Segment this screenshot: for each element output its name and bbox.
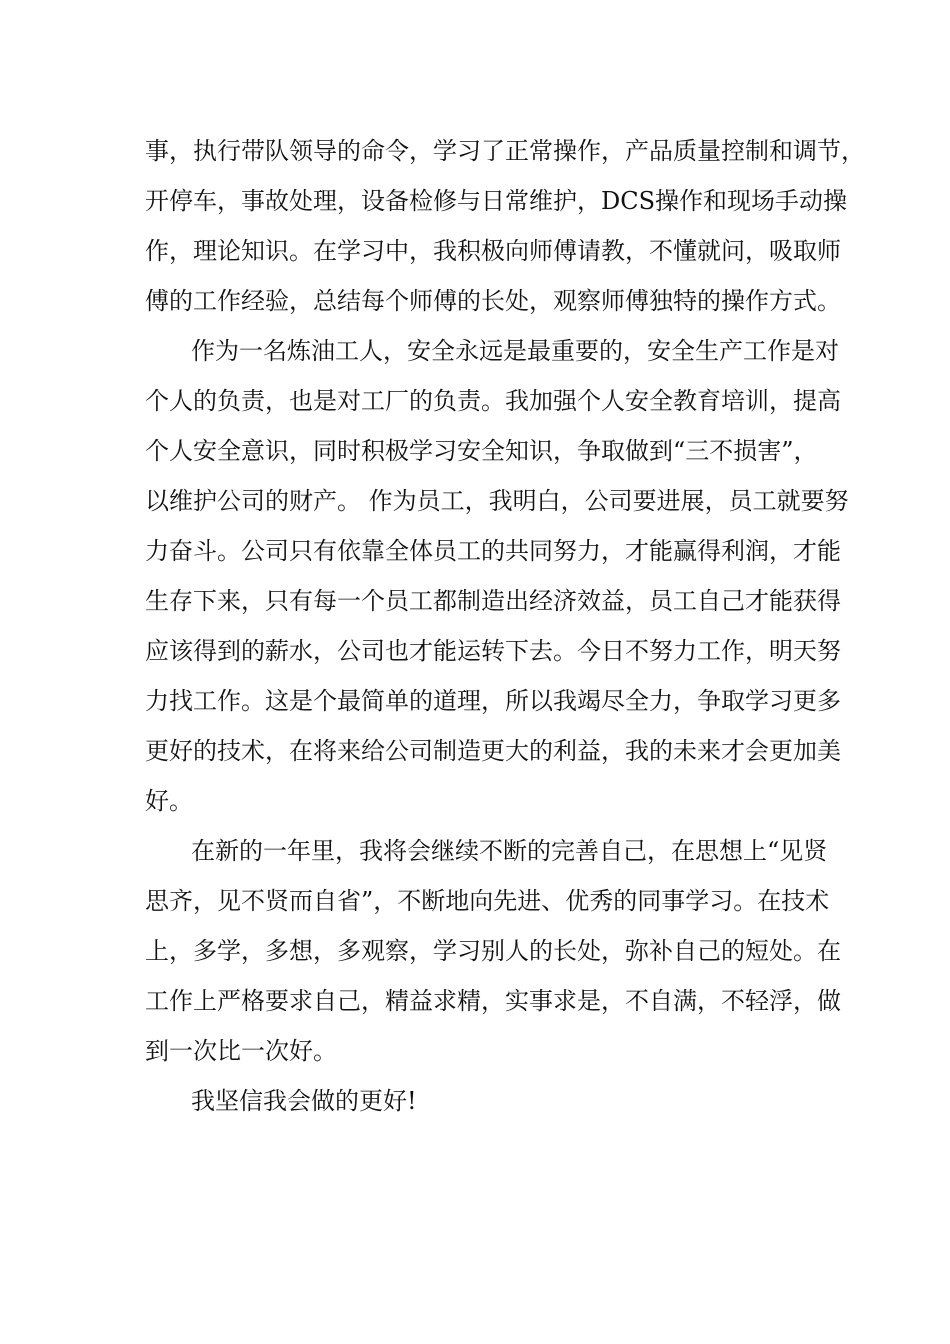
text-line: 应该得到的薪水，公司也才能运转下去。今日不努力工作，明天努 — [145, 637, 841, 665]
paragraph-1 — [145, 126, 865, 326]
document-body — [145, 126, 865, 1126]
text-line: 我坚信我会做的更好! — [191, 1087, 417, 1115]
text-line: 作，理论知识。在学习中，我积极向师傅请教，不懂就问，吸取师 — [145, 237, 841, 265]
text-line: 力奋斗。公司只有依靠全体员工的共同努力，才能赢得利润，才能 — [145, 537, 841, 565]
text-line: 事，执行带队领导的命令，学习了正常操作，产品质量控制和调节， — [145, 137, 865, 165]
paragraph-3 — [145, 826, 841, 1076]
text-line: 在新的一年里，我将会继续不断的完善自己，在思想上“见贤 — [191, 837, 828, 865]
text-line: 开停车，事故处理，设备检修与日常维护，DCS操作和现场手动操 — [145, 187, 848, 215]
text-line: 思齐，见不贤而自省”，不断地向先进、优秀的同事学习。在技术 — [145, 887, 830, 915]
paragraph-2 — [145, 326, 849, 826]
text-line: 个人安全意识，同时积极学习安全知识，争取做到“三不损害”， — [145, 437, 818, 465]
text-line: 作为一名炼油工人，安全永远是最重要的，安全生产工作是对 — [191, 337, 839, 365]
paragraph-4 — [145, 1076, 809, 1126]
text-line: 工作上严格要求自己，精益求精，实事求是，不自满，不轻浮，做 — [145, 987, 841, 1015]
text-line: 上，多学，多想，多观察，学习别人的长处，弥补自己的短处。在 — [145, 937, 841, 965]
text-line: 好。 — [145, 787, 193, 815]
text-line: 傅的工作经验，总结每个师傅的长处，观察师傅独特的操作方式。 — [145, 287, 841, 315]
text-line: 力找工作。这是个最简单的道理，所以我竭尽全力，争取学习更多 — [145, 687, 841, 715]
text-line: 更好的技术，在将来给公司制造更大的利益，我的未来才会更加美 — [145, 737, 841, 765]
text-line: 以维护公司的财产。 作为员工，我明白，公司要进展，员工就要努 — [145, 487, 849, 515]
text-line: 个人的负责，也是对工厂的负责。我加强个人安全教育培训，提高 — [145, 387, 841, 415]
text-line: 到一次比一次好。 — [145, 1037, 337, 1065]
text-line: 生存下来，只有每一个员工都制造出经济效益，员工自己才能获得 — [145, 587, 841, 615]
